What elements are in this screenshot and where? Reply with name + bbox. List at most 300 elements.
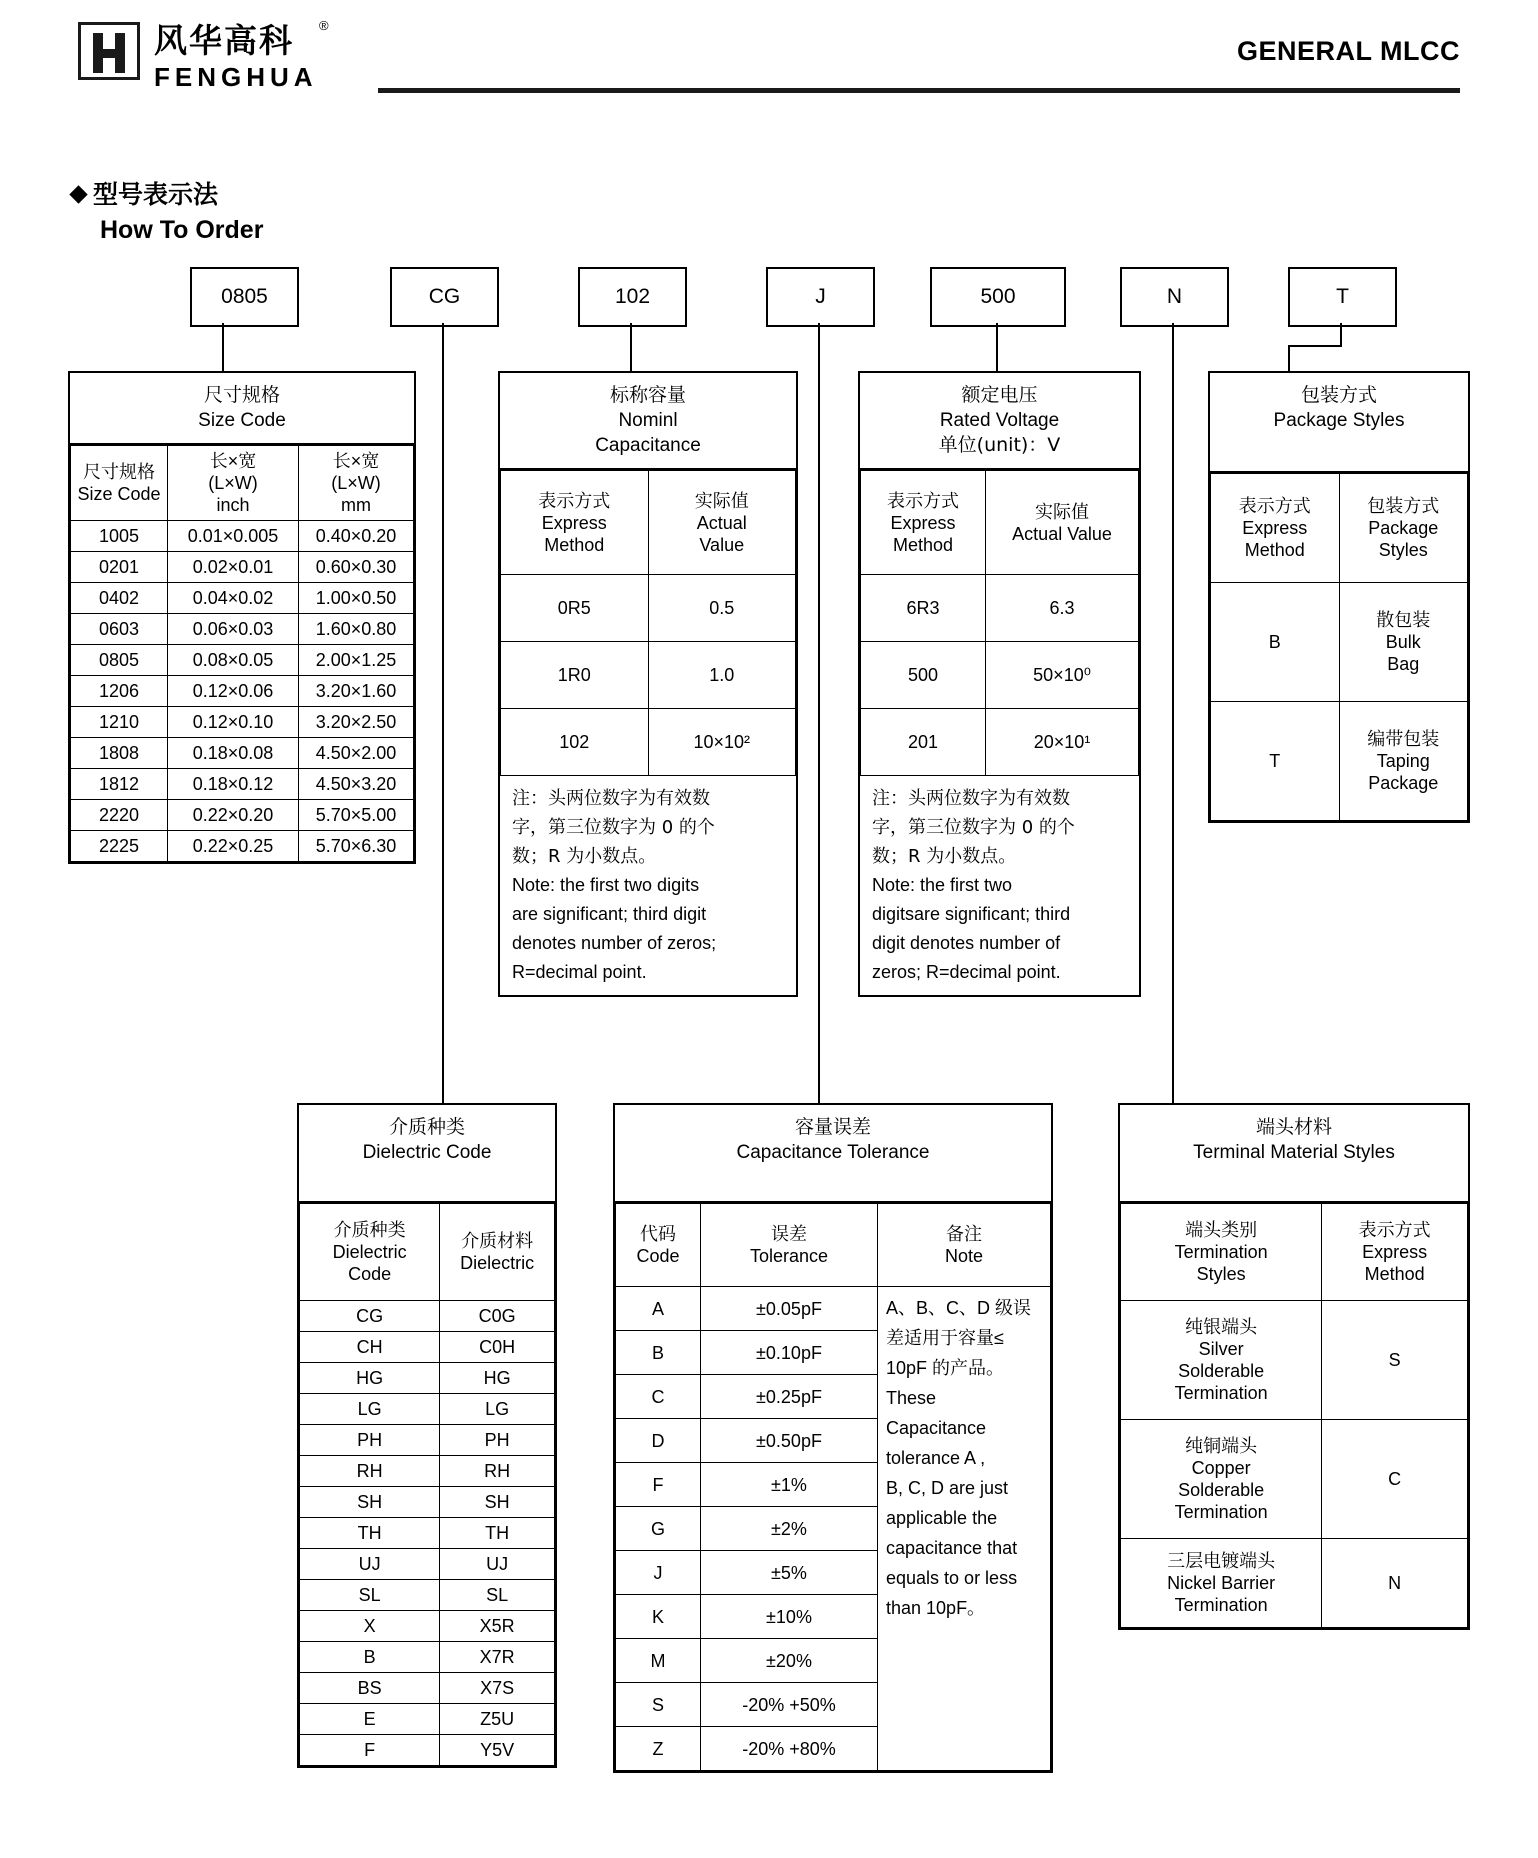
capacitance-tolerance-header: [615, 1105, 1051, 1203]
termination-en2: Termination: [1174, 1595, 1268, 1615]
table-row: [300, 1301, 555, 1332]
note-col-header: [878, 1204, 1051, 1287]
code-box-dielectric: CG: [390, 267, 499, 327]
cell: 0.12×0.06: [168, 676, 299, 707]
cell-code: C: [616, 1375, 701, 1419]
terminal-material-header: [1120, 1105, 1468, 1203]
cell: 4.50×3.20: [299, 769, 414, 800]
style-cn: 编带包装: [1367, 729, 1440, 749]
cell-tolerance: ±20%: [701, 1639, 878, 1683]
voltage-title-unit: 单位(unit)：V: [938, 434, 1061, 456]
col-header-cn: 实际值: [694, 490, 749, 511]
size-code-title-en: Size Code: [198, 410, 286, 431]
note-cn-line-2: 差适用于容量≤: [886, 1328, 1004, 1348]
table-header-row: [616, 1204, 1051, 1287]
cell: 1812: [71, 769, 168, 800]
cell: 2225: [71, 831, 168, 862]
cell: X5R: [440, 1611, 555, 1642]
actual-value-col-header: [986, 471, 1139, 575]
cell: 5.70×5.00: [299, 800, 414, 831]
cell: 50×10⁰: [986, 642, 1139, 709]
note-en-line-4: B, C, D are just: [886, 1478, 1009, 1498]
cell-tolerance: ±10%: [701, 1595, 878, 1639]
table-row: [300, 1673, 555, 1704]
table-row: [71, 583, 414, 614]
table-row: [300, 1518, 555, 1549]
table-row: [300, 1642, 555, 1673]
cell: 0805: [71, 645, 168, 676]
col-header-cn: 表示方式: [1238, 496, 1311, 516]
col-header-en1: Dielectric: [460, 1253, 535, 1273]
table-row: [300, 1580, 555, 1611]
cell-tolerance: ±0.10pF: [701, 1331, 878, 1375]
col-header-cn: 端头类别: [1185, 1220, 1258, 1240]
table-row: [71, 676, 414, 707]
table-row: [300, 1549, 555, 1580]
cell: 1.00×0.50: [299, 583, 414, 614]
note-en-line-4: R=decimal point.: [512, 962, 647, 982]
note-en-line-8: than 10pF。: [886, 1598, 986, 1618]
nominal-title-en2: Capacitance: [595, 435, 701, 456]
size-code-panel: [68, 371, 416, 864]
cell: 500: [861, 642, 986, 709]
cell: 1.60×0.80: [299, 614, 414, 645]
cell: 1206: [71, 676, 168, 707]
nominal-capacitance-panel: [498, 371, 798, 997]
table-row: [71, 707, 414, 738]
note-en-line-4: zeros; R=decimal point.: [872, 962, 1061, 982]
cell-code: F: [616, 1463, 701, 1507]
cell: X7S: [440, 1673, 555, 1704]
package-styles-panel: [1208, 371, 1470, 823]
terminal-title-en: Terminal Material Styles: [1193, 1142, 1395, 1163]
table-row: [71, 645, 414, 676]
cell-termination: [1121, 1301, 1322, 1420]
header-title: GENERAL MLCC: [1236, 36, 1460, 66]
code-box-capacitance: 102: [578, 267, 687, 327]
col-header-en1: Package: [1368, 518, 1439, 538]
tolerance-col-header: [701, 1204, 878, 1287]
termination-cn: 纯银端头: [1185, 1317, 1258, 1337]
termination-en3: Termination: [1174, 1383, 1268, 1403]
express-method-col-header: [1211, 474, 1340, 583]
connector-tolerance: [818, 323, 820, 1103]
table-row: [71, 552, 414, 583]
cell: 1R0: [501, 642, 649, 709]
actual-value-col-header: [648, 471, 796, 575]
cell-code: S: [1322, 1301, 1468, 1420]
note-en-line-7: equals to or less: [886, 1568, 1018, 1588]
table-header-row: [71, 446, 414, 521]
cell: 6R3: [861, 575, 986, 642]
cell: PH: [300, 1425, 440, 1456]
cell: CG: [300, 1301, 440, 1332]
cell: BS: [300, 1673, 440, 1704]
col-header-cn-3: 长×宽: [332, 451, 380, 471]
col-header-unit-3: mm: [341, 495, 371, 515]
cell: 0R5: [501, 575, 649, 642]
note-en-line-5: applicable the: [886, 1508, 998, 1528]
table-row: [300, 1363, 555, 1394]
page-header: [0, 0, 1538, 110]
termination-styles-col-header: [1121, 1204, 1322, 1301]
table-row: [300, 1332, 555, 1363]
termination-en1: Nickel Barrier: [1167, 1573, 1276, 1593]
connector-terminal: [1172, 323, 1174, 1103]
cell: 5.70×6.30: [299, 831, 414, 862]
note-en-line-1: These: [886, 1388, 937, 1408]
cell-tolerance: ±0.05pF: [701, 1287, 878, 1331]
col-header-en1: Actual: [696, 512, 747, 533]
termination-en3: Termination: [1174, 1502, 1268, 1522]
cell: 0.18×0.08: [168, 738, 299, 769]
cell: C0G: [440, 1301, 555, 1332]
cell-style: [1339, 583, 1468, 702]
logo-chinese-name: 风华高科: [154, 21, 294, 60]
connector-dielectric: [442, 323, 444, 1103]
connector-size: [222, 323, 224, 371]
section-title: [72, 175, 263, 245]
cell: PH: [440, 1425, 555, 1456]
cell: 0.08×0.05: [168, 645, 299, 676]
note-en-line-1: Note: the first two digits: [512, 875, 700, 895]
logo-text: [154, 18, 329, 92]
cell: 0.02×0.01: [168, 552, 299, 583]
size-code-col-header: [71, 446, 168, 521]
section-title-en: How To Order: [100, 216, 264, 244]
col-header-en2: Method: [893, 534, 954, 555]
table-row: [300, 1704, 555, 1735]
section-title-cn: 型号表示法: [93, 180, 219, 209]
rated-voltage-note: [860, 776, 1139, 995]
cell: 0.04×0.02: [168, 583, 299, 614]
cell: 0.5: [648, 575, 796, 642]
cell: C0H: [440, 1332, 555, 1363]
style-cn: 散包装: [1376, 610, 1431, 630]
col-header-en1: Express: [541, 512, 607, 533]
size-inch-col-header: [168, 446, 299, 521]
cell: SH: [300, 1487, 440, 1518]
diamond-bullet-icon: [69, 185, 87, 203]
col-header-en: Note: [944, 1246, 984, 1266]
col-header-en2: Styles: [1378, 540, 1428, 560]
cell: 3.20×2.50: [299, 707, 414, 738]
cell-termination: [1121, 1420, 1322, 1539]
express-method-col-header: [861, 471, 986, 575]
code-box-terminal: N: [1120, 267, 1229, 327]
note-cn-line-2: 字，第三位数字为 0 的个: [872, 817, 1075, 838]
cell: 102: [501, 709, 649, 776]
connector-voltage: [996, 323, 998, 371]
connector-capacitance: [630, 323, 632, 371]
cell: 0.18×0.12: [168, 769, 299, 800]
cell-code: B: [616, 1331, 701, 1375]
col-header-en1: Express: [1242, 518, 1308, 538]
cell: 0.12×0.10: [168, 707, 299, 738]
col-header-cn: 介质种类: [333, 1220, 406, 1240]
table-header-row: [501, 471, 796, 575]
col-header-cn: 实际值: [1035, 501, 1090, 522]
dielectric-code-header: [299, 1105, 555, 1203]
cell-code: B: [1211, 583, 1340, 702]
cell: 201: [861, 709, 986, 776]
cell: 1.0: [648, 642, 796, 709]
note-cn-line-3: 数；R 为小数点。: [872, 846, 1017, 867]
col-header-cn: 介质材料: [461, 1231, 534, 1251]
code-box-package: T: [1288, 267, 1397, 327]
cell: 2.00×1.25: [299, 645, 414, 676]
cell: Y5V: [440, 1735, 555, 1766]
note-cn-line-1: A、B、C、D 级误: [886, 1298, 1032, 1318]
rated-voltage-table: [860, 470, 1139, 776]
col-header-en2: Code: [348, 1264, 392, 1284]
cell: 0.40×0.20: [299, 521, 414, 552]
cell: 10×10²: [648, 709, 796, 776]
package-styles-header: [1210, 373, 1468, 473]
cell: TH: [300, 1518, 440, 1549]
rated-voltage-header: [860, 373, 1139, 470]
cell: 0.01×0.005: [168, 521, 299, 552]
table-row: [1121, 1301, 1468, 1420]
cell: LG: [440, 1394, 555, 1425]
table-header-row: [861, 471, 1139, 575]
termination-en1: Silver: [1198, 1339, 1244, 1359]
table-row: [1121, 1539, 1468, 1628]
note-en-line-1: Note: the first two: [872, 875, 1013, 895]
code-box-size: 0805: [190, 267, 299, 327]
cell-code: Z: [616, 1727, 701, 1771]
table-row: [300, 1456, 555, 1487]
terminal-title-cn: 端头材料: [1255, 1116, 1332, 1138]
note-en-line-3: digit denotes number of: [872, 933, 1061, 953]
rated-voltage-panel: [858, 371, 1141, 997]
termination-cn: 三层电镀端头: [1167, 1551, 1276, 1571]
cell: UJ: [300, 1549, 440, 1580]
cell: 0201: [71, 552, 168, 583]
dielectric-material-col-header: [440, 1204, 555, 1301]
termination-en1: Copper: [1191, 1458, 1251, 1478]
col-header-en1: Dielectric: [332, 1242, 407, 1262]
cell: SH: [440, 1487, 555, 1518]
dielectric-title-en: Dielectric Code: [362, 1142, 492, 1163]
connector-package-v: [1340, 323, 1342, 345]
cell-code: J: [616, 1551, 701, 1595]
cell: 3.20×1.60: [299, 676, 414, 707]
cell: CH: [300, 1332, 440, 1363]
table-row: [1121, 1420, 1468, 1539]
table-row: [861, 709, 1139, 776]
table-row: [300, 1611, 555, 1642]
section-title-cn-wrap: [72, 175, 263, 211]
table-row: [300, 1425, 555, 1456]
cell: TH: [440, 1518, 555, 1549]
dielectric-code-col-header: [300, 1204, 440, 1301]
note-cn-line-1: 注：头两位数字为有效数: [872, 788, 1070, 809]
cell: E: [300, 1704, 440, 1735]
size-code-header: [70, 373, 414, 445]
cell-tolerance: ±5%: [701, 1551, 878, 1595]
col-header-en: Code: [636, 1246, 680, 1266]
cell-termination: [1121, 1539, 1322, 1628]
header-divider: [378, 88, 1460, 93]
code-col-header: [616, 1204, 701, 1287]
cell: 0402: [71, 583, 168, 614]
style-en1: Taping: [1376, 751, 1430, 771]
note-en-line-3: denotes number of zeros;: [512, 933, 717, 953]
cell-code: S: [616, 1683, 701, 1727]
capacitance-tolerance-table: [615, 1203, 1051, 1771]
col-header-sub-3: (L×W): [331, 473, 381, 493]
col-header-en2: Styles: [1196, 1264, 1246, 1284]
note-cn-line-3: 10pF 的产品。: [886, 1358, 1005, 1378]
capacitance-tolerance-panel: [613, 1103, 1053, 1773]
note-en-line-2: are significant; third digit: [512, 904, 707, 924]
cell: UJ: [440, 1549, 555, 1580]
size-code-title-cn: 尺寸规格: [203, 384, 280, 406]
table-row: [71, 769, 414, 800]
cell: B: [300, 1642, 440, 1673]
package-title-cn: 包装方式: [1300, 384, 1377, 406]
cell-tolerance: ±1%: [701, 1463, 878, 1507]
style-en2: Package: [1368, 773, 1439, 793]
express-method-col-header: [1322, 1204, 1468, 1301]
cell: RH: [300, 1456, 440, 1487]
cell: X7R: [440, 1642, 555, 1673]
table-row: [300, 1487, 555, 1518]
note-cn-line-3: 数；R 为小数点。: [512, 846, 657, 867]
cell: F: [300, 1735, 440, 1766]
cell: 0.22×0.25: [168, 831, 299, 862]
table-row: [300, 1394, 555, 1425]
cell-code: M: [616, 1639, 701, 1683]
tolerance-title-en: Capacitance Tolerance: [736, 1142, 930, 1163]
voltage-title-en: Rated Voltage: [939, 410, 1060, 431]
table-row: [616, 1287, 1051, 1331]
package-style-col-header: [1339, 474, 1468, 583]
table-row: [71, 738, 414, 769]
cell-code: N: [1322, 1539, 1468, 1628]
table-row: [71, 800, 414, 831]
col-header-cn: 表示方式: [538, 490, 611, 511]
logo-english-name: FENGHUA: [154, 62, 318, 92]
col-header-cn: 包装方式: [1367, 496, 1440, 516]
cell: X: [300, 1611, 440, 1642]
cell: 1808: [71, 738, 168, 769]
cell-code: T: [1211, 702, 1340, 821]
col-header-en2: Method: [1364, 1264, 1425, 1284]
col-header-cn: 代码: [640, 1224, 676, 1244]
table-header-row: [300, 1204, 555, 1301]
dielectric-code-table: [299, 1203, 555, 1766]
col-header-en1: Termination: [1174, 1242, 1268, 1262]
table-row: [71, 521, 414, 552]
connector-package-v2: [1288, 345, 1290, 371]
table-row: [1211, 702, 1468, 821]
note-en-line-2: digitsare significant; third: [872, 904, 1071, 924]
col-header-sub-2: (L×W): [208, 473, 258, 493]
col-header-en2: Method: [544, 534, 605, 555]
tolerance-note-cell: [878, 1287, 1051, 1771]
table-row: [861, 575, 1139, 642]
col-header-en: Tolerance: [749, 1246, 829, 1266]
nominal-capacitance-header: [500, 373, 796, 470]
cell: SL: [300, 1580, 440, 1611]
cell: 1005: [71, 521, 168, 552]
cell: HG: [440, 1363, 555, 1394]
cell: 20×10¹: [986, 709, 1139, 776]
cell: 0.06×0.03: [168, 614, 299, 645]
note-en-line-3: tolerance A ,: [886, 1448, 986, 1468]
table-header-row: [1121, 1204, 1468, 1301]
nominal-capacitance-note: [500, 776, 796, 995]
note-cn-line-1: 注：头两位数字为有效数: [512, 788, 710, 809]
dielectric-code-panel: [297, 1103, 557, 1768]
cell-code: C: [1322, 1420, 1468, 1539]
cell-tolerance: -20% +80%: [701, 1727, 878, 1771]
terminal-material-panel: [1118, 1103, 1470, 1630]
package-title-en: Package Styles: [1273, 410, 1405, 431]
size-code-table: [70, 445, 414, 862]
voltage-title-cn: 额定电压: [961, 384, 1038, 406]
termination-en2: Solderable: [1178, 1480, 1265, 1500]
table-header-row: [1211, 474, 1468, 583]
logo-bar-shape: [101, 49, 123, 58]
cell: 0.60×0.30: [299, 552, 414, 583]
cell: 0603: [71, 614, 168, 645]
registered-trademark-icon: ®: [319, 18, 329, 33]
col-header-unit-2: inch: [216, 495, 250, 515]
package-styles-table: [1210, 473, 1468, 821]
cell-code: G: [616, 1507, 701, 1551]
cell: RH: [440, 1456, 555, 1487]
company-logo: [78, 18, 329, 92]
col-header-cn-1: 尺寸规格: [83, 462, 155, 482]
note-en-line-2: Capacitance: [886, 1418, 987, 1438]
col-header-cn: 误差: [771, 1224, 807, 1244]
express-method-col-header: [501, 471, 649, 575]
col-header-cn: 表示方式: [1358, 1220, 1431, 1240]
code-box-voltage: 500: [930, 267, 1066, 327]
note-en-line-6: capacitance that: [886, 1538, 1018, 1558]
table-row: [861, 642, 1139, 709]
style-en2: Bag: [1387, 654, 1420, 674]
termination-cn: 纯铜端头: [1185, 1436, 1258, 1456]
cell: 2220: [71, 800, 168, 831]
col-header-en1: Actual Value: [1012, 523, 1112, 544]
col-header-cn: 表示方式: [887, 490, 960, 511]
col-header-en1: Express: [1362, 1242, 1428, 1262]
cell-code: K: [616, 1595, 701, 1639]
table-row: [71, 614, 414, 645]
cell: 1210: [71, 707, 168, 738]
cell-style: [1339, 702, 1468, 821]
cell: HG: [300, 1363, 440, 1394]
cell: LG: [300, 1394, 440, 1425]
table-row: [300, 1735, 555, 1766]
table-row: [1211, 583, 1468, 702]
col-header-cn: 备注: [946, 1224, 982, 1244]
table-row: [71, 831, 414, 862]
cell: SL: [440, 1580, 555, 1611]
cell-tolerance: -20% +50%: [701, 1683, 878, 1727]
cell-tolerance: ±2%: [701, 1507, 878, 1551]
dielectric-title-cn: 介质种类: [388, 1116, 465, 1138]
table-row: [501, 709, 796, 776]
note-cn-line-2: 字，第三位数字为 0 的个: [512, 817, 715, 838]
col-header-en2: Method: [1244, 540, 1305, 560]
terminal-material-table: [1120, 1203, 1468, 1628]
col-header-en1: Express: [890, 512, 956, 533]
